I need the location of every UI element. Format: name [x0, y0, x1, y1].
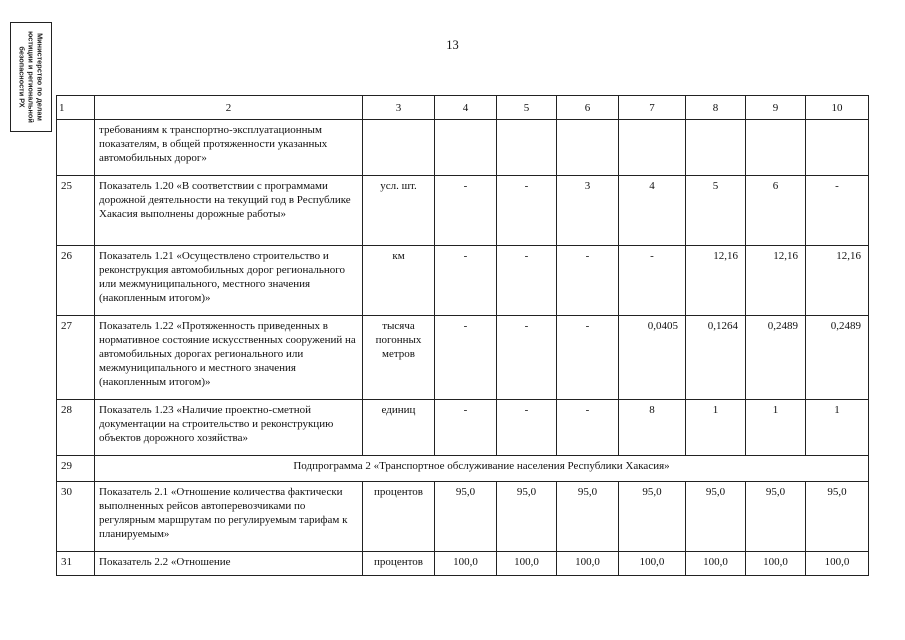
value-cell: - — [557, 316, 619, 400]
row-number — [57, 120, 95, 176]
unit-cell — [363, 120, 435, 176]
value-cell: 12,16 — [746, 246, 806, 316]
subprogram-row — [57, 456, 869, 482]
unit-cell: км — [363, 246, 435, 316]
value-cell: 100,0 — [746, 552, 806, 576]
value-cell: - — [497, 316, 557, 400]
value-cell: 6 — [746, 176, 806, 246]
indicator-name: Показатель 1.20 «В соответствии с программами дорожной деятельности на текущий год в Республике Хакасия выполнены дорожные работы» — [95, 176, 363, 246]
indicator-name: Показатель 1.23 «Наличие проектно-сметной документации на строительство и реконструкцию объектов дорожного хозяйства» — [95, 400, 363, 456]
table-row — [57, 482, 869, 552]
value-cell: 12,16 — [686, 246, 746, 316]
subprogram-title: Подпрограмма 2 «Транспортное обслуживание населения Республики Хакасия» — [95, 456, 869, 482]
value-cell: 100,0 — [557, 552, 619, 576]
value-cell: - — [435, 400, 497, 456]
value-cell: 5 — [686, 176, 746, 246]
header-cell: 8 — [686, 96, 746, 120]
stamp-line: безопасности РХ — [17, 46, 27, 108]
value-cell: 95,0 — [746, 482, 806, 552]
value-cell: 0,0405 — [619, 316, 686, 400]
row-number: 26 — [57, 246, 95, 316]
value-cell: - — [806, 176, 869, 246]
unit-cell: процентов — [363, 552, 435, 576]
value-cell — [806, 120, 869, 176]
stamp-line: юстиции и региональной — [26, 31, 36, 123]
value-cell: 95,0 — [435, 482, 497, 552]
header-cell: 7 — [619, 96, 686, 120]
value-cell: 3 — [557, 176, 619, 246]
header-cell: 4 — [435, 96, 497, 120]
value-cell: 95,0 — [497, 482, 557, 552]
value-cell — [619, 120, 686, 176]
value-cell: 12,16 — [806, 246, 869, 316]
table-row — [57, 246, 869, 316]
row-number: 27 — [57, 316, 95, 400]
table-row — [57, 400, 869, 456]
value-cell — [686, 120, 746, 176]
value-cell: 100,0 — [497, 552, 557, 576]
value-cell: - — [435, 246, 497, 316]
value-cell: 0,1264 — [686, 316, 746, 400]
table-row — [57, 120, 869, 176]
value-cell: 0,2489 — [746, 316, 806, 400]
value-cell: - — [619, 246, 686, 316]
indicator-name: требованиям к транспортно-эксплуатационным показателям, в общей протяженности указанных автомобильных дорог» — [95, 120, 363, 176]
value-cell: - — [497, 400, 557, 456]
table-header-row — [57, 96, 869, 120]
unit-cell: тысяча погонных метров — [363, 316, 435, 400]
value-cell: 95,0 — [619, 482, 686, 552]
header-cell: 3 — [363, 96, 435, 120]
row-number: 25 — [57, 176, 95, 246]
header-cell: 2 — [95, 96, 363, 120]
value-cell: 95,0 — [686, 482, 746, 552]
stamp-line: Министерство по делам — [35, 33, 45, 121]
value-cell: - — [497, 176, 557, 246]
indicator-name: Показатель 1.21 «Осуществлено строительство и реконструкция автомобильных дорог регионального или межмуниципального, местного значения (накопленным итогом)» — [95, 246, 363, 316]
indicator-name: Показатель 2.1 «Отношение количества фактически выполненных рейсов автоперевозчиками по регулярным маршрутам по регулируемым тарифам к планируемым» — [95, 482, 363, 552]
page-number: 13 — [446, 38, 459, 52]
value-cell: 1 — [806, 400, 869, 456]
value-cell: 100,0 — [686, 552, 746, 576]
unit-cell: единиц — [363, 400, 435, 456]
value-cell — [557, 120, 619, 176]
value-cell: 0,2489 — [806, 316, 869, 400]
value-cell: 8 — [619, 400, 686, 456]
value-cell: 100,0 — [619, 552, 686, 576]
value-cell: 95,0 — [557, 482, 619, 552]
table-row — [57, 176, 869, 246]
table-row — [57, 552, 869, 576]
value-cell: 4 — [619, 176, 686, 246]
header-cell: 6 — [557, 96, 619, 120]
value-cell — [497, 120, 557, 176]
value-cell: 100,0 — [806, 552, 869, 576]
value-cell: - — [435, 316, 497, 400]
value-cell: 1 — [746, 400, 806, 456]
row-number: 28 — [57, 400, 95, 456]
value-cell: - — [435, 176, 497, 246]
unit-cell: процентов — [363, 482, 435, 552]
row-number: 29 — [57, 456, 95, 482]
value-cell: - — [557, 246, 619, 316]
value-cell: 1 — [686, 400, 746, 456]
header-cell: 5 — [497, 96, 557, 120]
value-cell — [435, 120, 497, 176]
indicators-table — [56, 95, 869, 576]
header-cell: 10 — [806, 96, 869, 120]
table-row — [57, 316, 869, 400]
value-cell — [746, 120, 806, 176]
indicator-name: Показатель 2.2 «Отношение — [95, 552, 363, 576]
value-cell: - — [497, 246, 557, 316]
value-cell: 100,0 — [435, 552, 497, 576]
value-cell: - — [557, 400, 619, 456]
header-cell: 9 — [746, 96, 806, 120]
header-cell: 1 — [57, 96, 95, 120]
indicator-name: Показатель 1.22 «Протяженность приведенных в нормативное состояние искусственных сооружений на автомобильных дорогах регионального или межмуниципального и местного значения (накопленным итогом)» — [95, 316, 363, 400]
value-cell: 95,0 — [806, 482, 869, 552]
unit-cell: усл. шт. — [363, 176, 435, 246]
row-number: 31 — [57, 552, 95, 576]
row-number: 30 — [57, 482, 95, 552]
